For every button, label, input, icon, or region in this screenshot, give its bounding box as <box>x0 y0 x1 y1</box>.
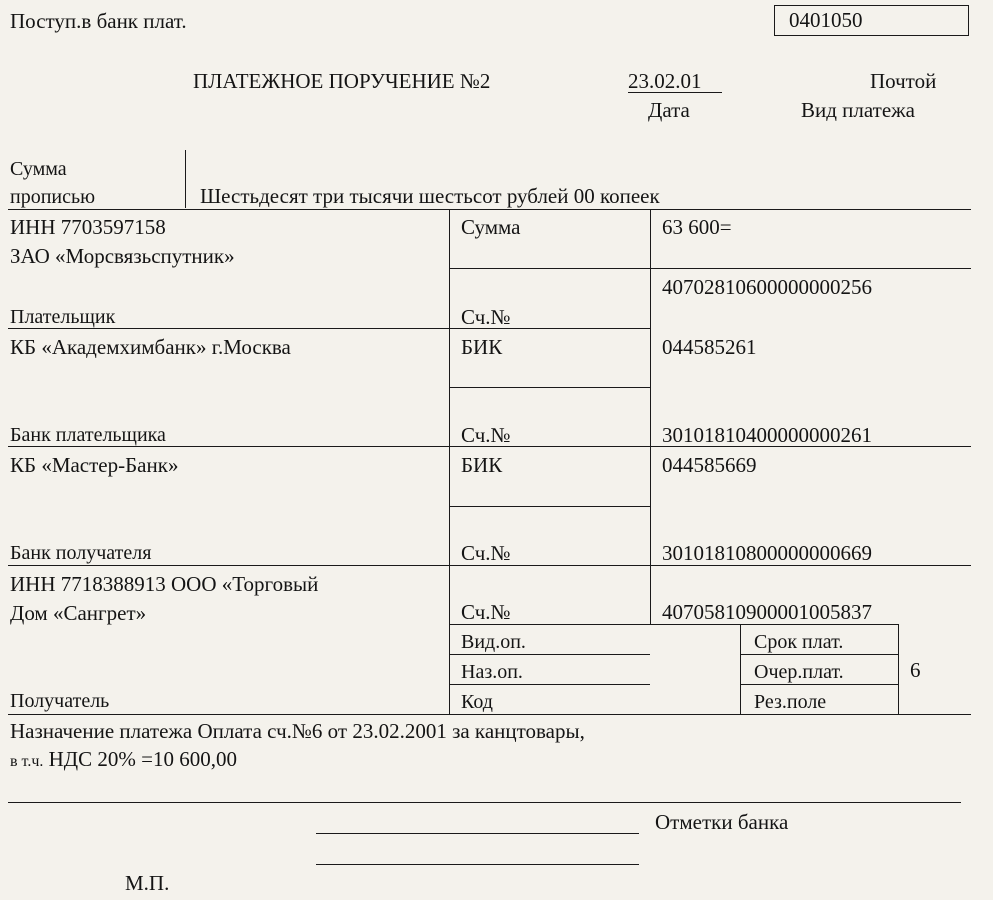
grid-line <box>449 654 650 655</box>
grid-line <box>8 565 971 566</box>
recipient-bank-account: 30101810800000000669 <box>662 541 872 565</box>
grid-line <box>740 684 899 685</box>
grid-line <box>449 684 650 685</box>
payer-bank-label: Банк плательщика <box>10 424 166 446</box>
grid-line <box>8 328 650 329</box>
payer-account-label: Сч.№ <box>461 305 511 329</box>
recipient-account: 40705810900001005837 <box>662 600 872 624</box>
stamp-label: М.П. <box>125 871 170 895</box>
form-code-box <box>774 5 969 36</box>
signature-line <box>316 833 639 834</box>
grid-line <box>650 209 651 624</box>
reserve-label: Рез.поле <box>754 691 827 713</box>
amount-value: 63 600= <box>662 215 732 239</box>
code-label: Код <box>461 691 493 713</box>
date-label: Дата <box>648 98 690 122</box>
payment-purpose-vat: НДС 20% =10 600,00 <box>48 747 237 771</box>
payer-bank-name: КБ «Академхимбанк» г.Москва <box>10 335 291 359</box>
recipient-line-1: ИНН 7718388913 ООО «Торговый <box>10 572 319 596</box>
grid-line <box>8 209 971 210</box>
recipient-bank-label: Банк получателя <box>10 542 152 564</box>
document-title: ПЛАТЕЖНОЕ ПОРУЧЕНИЕ №2 <box>193 69 491 93</box>
amount-words-value: Шестьдесят три тысячи шестьсот рублей 00 копеек <box>200 184 660 208</box>
recipient-label: Получатель <box>10 690 110 712</box>
priority-value: 6 <box>910 658 921 682</box>
priority-label: Очер.плат. <box>754 661 844 683</box>
signature-line <box>8 802 961 803</box>
grid-line <box>449 506 650 507</box>
grid-line <box>740 654 899 655</box>
document-date: 23.02.01 <box>628 69 702 93</box>
grid-line <box>449 387 650 388</box>
bank-marks-label: Отметки банка <box>655 810 789 834</box>
recipient-bank-bik-label: БИК <box>461 453 503 477</box>
payer-bank-bik-label: БИК <box>461 335 503 359</box>
payment-type-label: Вид платежа <box>801 98 916 122</box>
payer-name: ЗАО «Морсвязьспутник» <box>10 244 235 268</box>
grid-line <box>898 624 899 714</box>
amount-label: Сумма <box>461 215 521 239</box>
grid-line <box>449 268 971 269</box>
amount-words-divider <box>185 150 186 208</box>
recipient-account-label: Сч.№ <box>461 600 511 624</box>
date-underline <box>628 92 722 93</box>
op-type-label: Вид.оп. <box>461 631 526 653</box>
payer-bank-account-label: Сч.№ <box>461 423 511 447</box>
recipient-line-2: Дом «Сангрет» <box>10 601 147 625</box>
amount-words-label-2: прописью <box>10 186 96 208</box>
payment-type: Почтой <box>870 69 937 93</box>
term-label: Срок плат. <box>754 631 844 653</box>
recipient-bank-name: КБ «Мастер-Банк» <box>10 453 179 477</box>
payer-bank-bik: 044585261 <box>662 335 757 359</box>
form-code: 0401050 <box>789 8 863 32</box>
grid-line <box>449 624 899 625</box>
payment-purpose-line-1: Назначение платежа Оплата сч.№6 от 23.02.2001 за канцтовары, <box>10 719 585 743</box>
received-label: Поступ.в банк плат. <box>10 9 187 33</box>
grid-line <box>8 714 971 715</box>
payer-account: 40702810600000000256 <box>662 275 872 299</box>
grid-line <box>740 624 741 714</box>
grid-line <box>449 209 450 714</box>
signature-line <box>316 864 639 865</box>
payer-bank-account: 30101810400000000261 <box>662 423 872 447</box>
amount-words-label-1: Сумма <box>10 158 67 180</box>
recipient-bank-account-label: Сч.№ <box>461 541 511 565</box>
recipient-bank-bik: 044585669 <box>662 453 757 477</box>
payer-label: Плательщик <box>10 306 116 328</box>
purpose-code-label: Наз.оп. <box>461 661 523 683</box>
payment-purpose-incl: в т.ч. <box>10 753 44 770</box>
payer-inn: ИНН 7703597158 <box>10 215 166 239</box>
